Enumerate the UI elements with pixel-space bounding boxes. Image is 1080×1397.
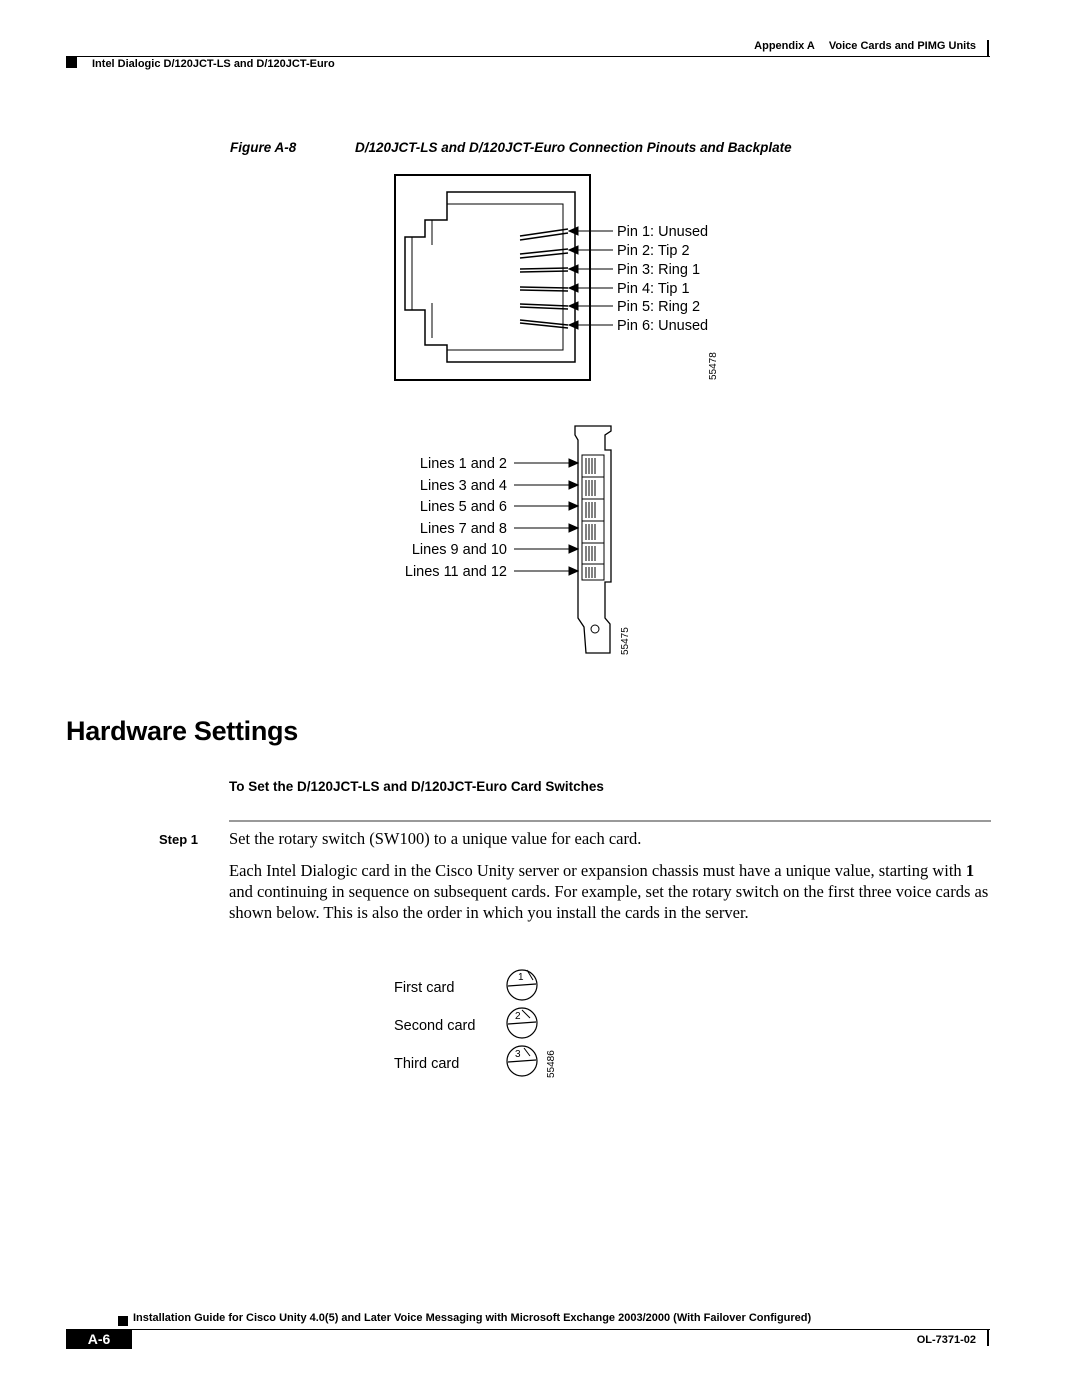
rotary-switch-1 bbox=[507, 970, 537, 1000]
line-label-6: Lines 11 and 12 bbox=[404, 564, 507, 580]
switch-label-third: Third card bbox=[394, 1056, 460, 1072]
body-paragraph bbox=[229, 860, 989, 923]
line-label-2: Lines 3 and 4 bbox=[419, 478, 507, 494]
step-text: Set the rotary switch (SW100) to a unique value for each card. bbox=[229, 829, 642, 848]
switch-figure-code: 55486 bbox=[546, 1050, 557, 1078]
para-part-1: Each Intel Dialogic card in the Cisco Unity server or expansion chassis must have a unique value, starting with bbox=[229, 861, 966, 880]
backplate-diagram bbox=[575, 426, 611, 653]
switch-value-2: 2 bbox=[515, 1011, 521, 1022]
backplate-figure-code: 55475 bbox=[620, 627, 631, 655]
figure-title: D/120JCT-LS and D/120JCT-Euro Connection Pinouts and Backplate bbox=[355, 140, 792, 155]
line-label-3: Lines 5 and 6 bbox=[419, 499, 507, 515]
footer-rule bbox=[66, 1329, 990, 1330]
rotary-switch-2 bbox=[507, 1008, 537, 1038]
rotary-switch-3 bbox=[507, 1046, 537, 1076]
pin-label-5: Pin 5: Ring 2 bbox=[617, 299, 701, 315]
figure-label: Figure A-8 bbox=[230, 140, 297, 155]
section-title: Hardware Settings bbox=[66, 716, 298, 746]
switch-label-second: Second card bbox=[394, 1018, 476, 1034]
para-bold-value: 1 bbox=[965, 861, 975, 880]
line-label-5: Lines 9 and 10 bbox=[411, 542, 507, 558]
pinout-figure-code: 55478 bbox=[708, 352, 719, 380]
switch-value-1: 1 bbox=[518, 972, 524, 983]
pin-label-1: Pin 1: Unused bbox=[617, 224, 709, 240]
pin-label-2: Pin 2: Tip 2 bbox=[617, 243, 690, 259]
procedure-title: To Set the D/120JCT-LS and D/120JCT-Euro Card Switches bbox=[229, 779, 604, 794]
pin-label-3: Pin 3: Ring 1 bbox=[617, 262, 701, 278]
line-arrows bbox=[514, 459, 578, 575]
footer-marker bbox=[118, 1316, 128, 1326]
pin-label-6: Pin 6: Unused bbox=[617, 318, 709, 334]
pin-label-4: Pin 4: Tip 1 bbox=[617, 281, 690, 297]
line-label-1: Lines 1 and 2 bbox=[419, 456, 507, 472]
footer-bar bbox=[987, 1330, 989, 1346]
footer-guide-title: Installation Guide for Cisco Unity 4.0(5) and Later Voice Messaging with Microsoft Exchange 2003/2000 (With Failover Configured) bbox=[133, 1312, 812, 1324]
line-label-4: Lines 7 and 8 bbox=[419, 521, 507, 537]
procedure-rule bbox=[229, 820, 991, 822]
step-label: Step 1 bbox=[159, 832, 199, 847]
para-part-2: and continuing in sequence on subsequent cards. For example, set the rotary switch on the first three voice cards as shown below. This is also the order in which you install the cards in the server. bbox=[229, 882, 989, 922]
header-appendix: Appendix A bbox=[754, 40, 815, 52]
header-chapter: Voice Cards and PIMG Units bbox=[828, 40, 976, 52]
page-number: A-6 bbox=[66, 1330, 132, 1349]
switch-label-first: First card bbox=[394, 980, 455, 996]
rj-jack-diagram bbox=[395, 175, 590, 380]
header-section: Intel Dialogic D/120JCT-LS and D/120JCT-Euro bbox=[92, 58, 335, 70]
doc-number: OL-7371-02 bbox=[916, 1334, 976, 1346]
switch-value-3: 3 bbox=[515, 1049, 521, 1060]
